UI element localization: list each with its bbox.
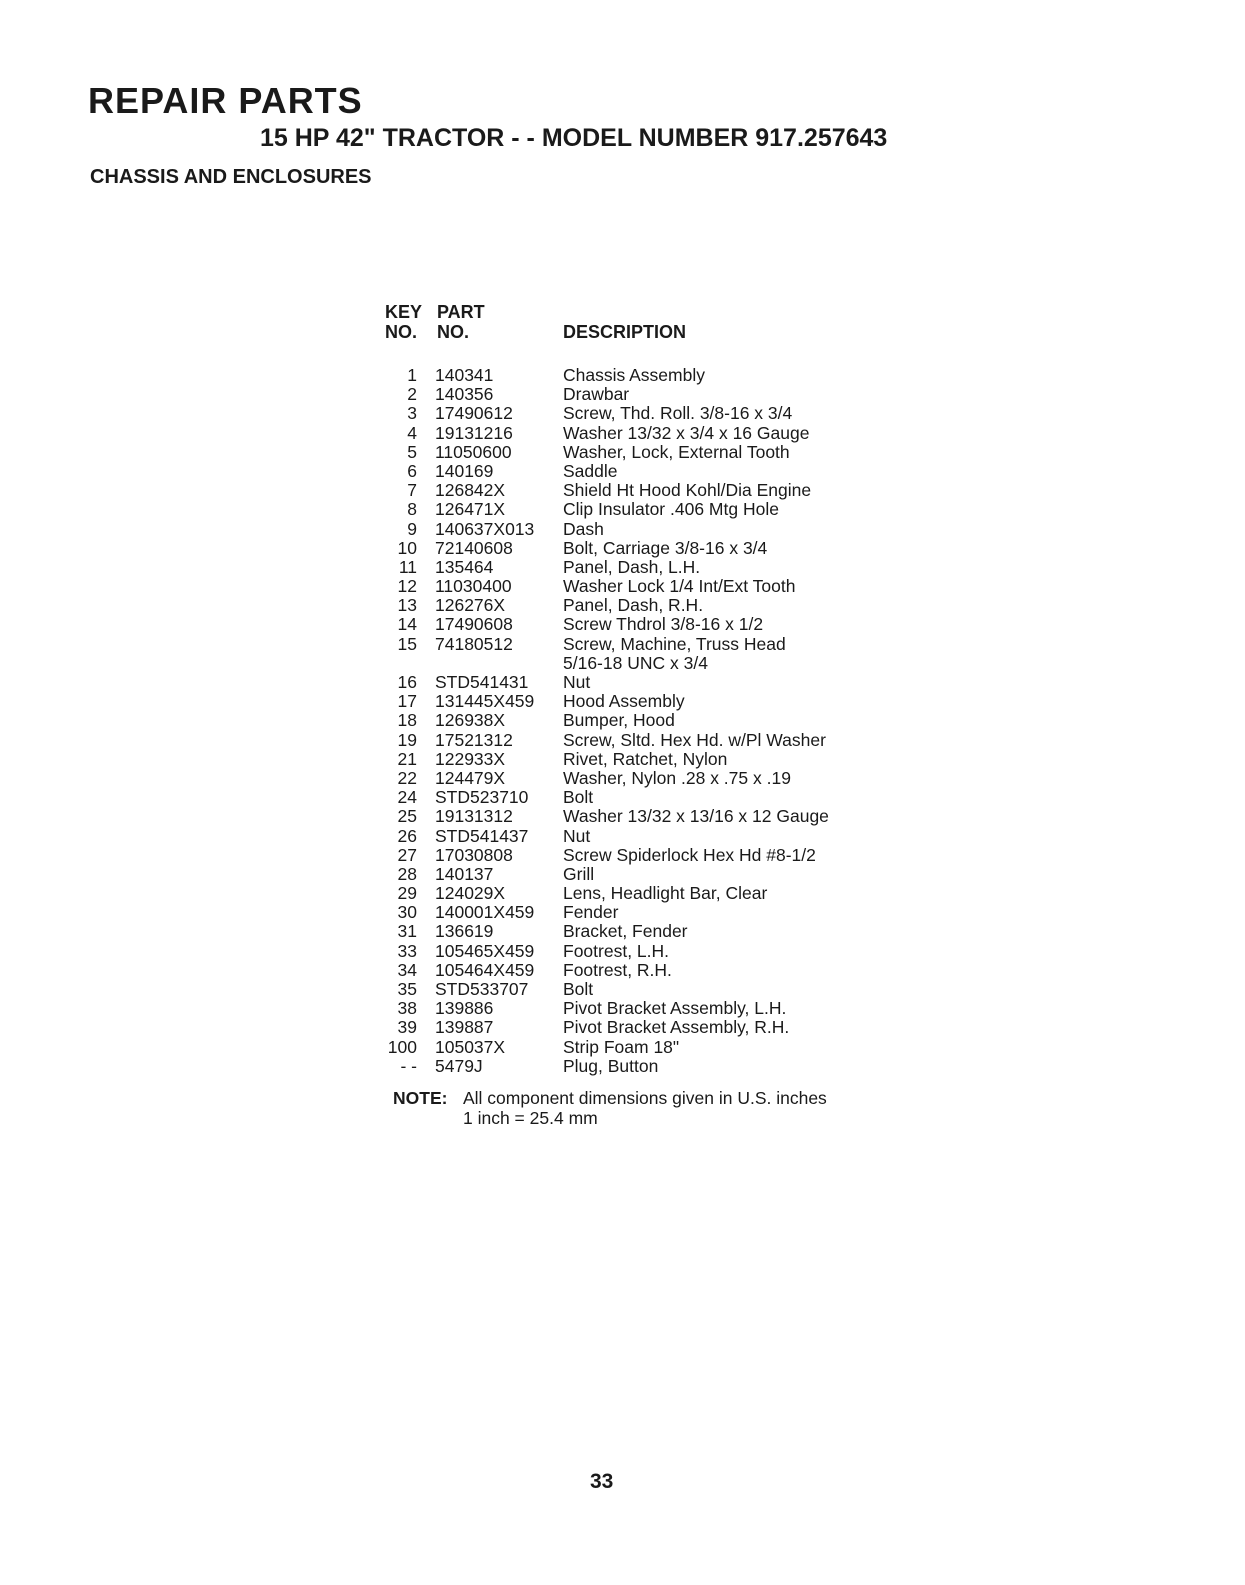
description-line: Saddle (563, 460, 618, 481)
description (563, 903, 618, 922)
part-no: STD523710 (435, 787, 529, 808)
description-line: Shield Ht Hood Kohl/Dia Engine (563, 480, 812, 501)
page-title: REPAIR PARTS (88, 80, 363, 121)
part-no: 124029X (435, 883, 506, 904)
page-number: 33 (590, 1470, 614, 1493)
key-no: 100 (387, 1036, 417, 1057)
description (563, 615, 763, 634)
key-no: 16 (397, 672, 417, 693)
description-line: Bolt, Carriage 3/8-16 x 3/4 (563, 537, 768, 558)
description (563, 769, 791, 788)
description-line: Dash (563, 518, 604, 539)
description (563, 750, 727, 769)
description-line: Footrest, L.H. (563, 940, 670, 961)
key-no: 10 (397, 537, 417, 558)
part-no: STD541431 (435, 672, 529, 693)
key-no: 6 (407, 460, 417, 481)
description (563, 788, 593, 807)
key-no: 27 (397, 844, 417, 865)
description-line: Bolt (563, 787, 594, 808)
description (563, 539, 767, 558)
description-header: DESCRIPTION (563, 322, 687, 342)
description (563, 961, 672, 980)
description-line: Panel, Dash, R.H. (563, 595, 704, 616)
part-no: 105465X459 (435, 940, 535, 961)
description-line: Washer Lock 1/4 Int/Ext Tooth (563, 576, 796, 597)
description-line: Screw, Sltd. Hex Hd. w/Pl Washer (563, 729, 826, 750)
part-no: 140356 (435, 384, 494, 405)
description (563, 827, 590, 846)
key-no: 21 (397, 748, 417, 769)
description (563, 807, 829, 826)
part-no: 131445X459 (435, 691, 535, 712)
description-line: Nut (563, 825, 591, 846)
key-no: 26 (397, 825, 417, 846)
description-line: Screw Thdrol 3/8-16 x 1/2 (563, 614, 764, 635)
part-no: 126842X (435, 480, 506, 501)
part-header-line1: PART (437, 302, 485, 322)
part-no: 139886 (435, 998, 494, 1019)
key-no: 34 (397, 959, 417, 980)
description-line: 5/16-18 UNC x 3/4 (563, 652, 708, 673)
key-no: 30 (397, 902, 417, 923)
part-no: 140637X013 (435, 518, 535, 539)
description-line: Bumper, Hood (563, 710, 675, 731)
key-no: 9 (407, 518, 417, 539)
note (393, 1088, 827, 1128)
description (563, 635, 786, 673)
key-no: 22 (397, 767, 417, 788)
description (563, 462, 618, 481)
description-line: Pivot Bracket Assembly, L.H. (563, 998, 787, 1019)
description (563, 520, 604, 539)
part-no: 139887 (435, 1017, 494, 1038)
description (563, 673, 590, 692)
part-no: 124479X (435, 767, 506, 788)
part-no: 140137 (435, 863, 494, 884)
part-no: 17490612 (435, 403, 513, 424)
part-no: 17521312 (435, 729, 513, 750)
key-no: 38 (397, 998, 417, 1019)
section-title: CHASSIS AND ENCLOSURES (90, 166, 372, 188)
description-line: Washer, Lock, External Tooth (563, 441, 790, 462)
description-line: Pivot Bracket Assembly, R.H. (563, 1017, 790, 1038)
description (563, 731, 826, 750)
description (563, 366, 705, 385)
part-no: 136619 (435, 921, 494, 942)
description-line: Washer 13/32 x 3/4 x 16 Gauge (563, 422, 810, 443)
key-no: 13 (397, 595, 417, 616)
description-line: Chassis Assembly (563, 365, 705, 385)
description (563, 884, 767, 903)
part-no: 126471X (435, 499, 506, 520)
key-no: 24 (397, 787, 417, 808)
description-line: Lens, Headlight Bar, Clear (563, 883, 768, 904)
key-no: 12 (397, 576, 417, 597)
part-no: STD533707 (435, 979, 529, 1000)
key-no: 7 (407, 480, 417, 501)
key-no: 1 (407, 365, 417, 385)
key-no: 17 (397, 691, 417, 712)
description (563, 922, 688, 941)
key-no: 3 (407, 403, 417, 424)
part-header-line2: NO. (437, 322, 470, 342)
description (563, 711, 675, 730)
key-no: 31 (397, 921, 417, 942)
description (563, 942, 669, 961)
description (563, 385, 629, 404)
description-line: Panel, Dash, L.H. (563, 556, 701, 577)
description (563, 1057, 658, 1076)
description (563, 500, 779, 519)
key-no: 15 (397, 633, 417, 654)
description-line: Drawbar (563, 384, 630, 405)
part-no: 11030400 (435, 576, 512, 597)
part-no: 19131216 (435, 422, 513, 443)
description-line: Bracket, Fender (563, 921, 688, 942)
description-line: Washer, Nylon .28 x .75 x .19 (563, 767, 791, 788)
description (563, 577, 795, 596)
key-no: 11 (398, 556, 417, 577)
part-no: 19131312 (435, 806, 513, 827)
description-line: Grill (563, 863, 595, 884)
description (563, 846, 816, 865)
key-no: 39 (397, 1017, 417, 1038)
description-line: Hood Assembly (563, 691, 685, 712)
description (563, 558, 700, 577)
description-line: Washer 13/32 x 13/16 x 12 Gauge (563, 806, 829, 827)
part-no: 140169 (435, 460, 494, 481)
note-line1: All component dimensions given in U.S. inches (463, 1088, 827, 1108)
description-line: Screw, Thd. Roll. 3/8-16 x 3/4 (563, 403, 793, 424)
description-line: Plug, Button (563, 1055, 659, 1076)
part-no: 11050600 (435, 441, 512, 462)
description (563, 865, 594, 884)
key-no: 33 (397, 940, 417, 961)
description-line: Clip Insulator .406 Mtg Hole (563, 499, 779, 520)
description (563, 404, 792, 423)
part-no: 72140608 (435, 537, 513, 558)
part-no: 126938X (435, 710, 506, 731)
key-no: 29 (397, 883, 417, 904)
model-subtitle: 15 HP 42" TRACTOR - - MODEL NUMBER 917.257643 (260, 124, 888, 152)
description-line: Nut (563, 672, 591, 693)
description (563, 980, 593, 999)
part-no: 5479J (435, 1055, 483, 1076)
key-no: 8 (407, 499, 417, 520)
key-no: 18 (397, 710, 417, 731)
description-line: Strip Foam 18" (563, 1036, 680, 1057)
part-no: STD541437 (435, 825, 529, 846)
description-line: Screw, Machine, Truss Head (563, 633, 786, 654)
description-line: Bolt (563, 979, 594, 1000)
part-no: 105037X (435, 1036, 506, 1057)
key-no: 25 (397, 806, 417, 827)
description (563, 999, 786, 1018)
part-no: 126276X (435, 595, 506, 616)
part-no: 135464 (435, 556, 494, 577)
key-header-line1: KEY (385, 302, 423, 322)
description-line: Fender (563, 902, 619, 923)
key-no: - - (400, 1055, 417, 1076)
description-line: Screw Spiderlock Hex Hd #8-1/2 (563, 844, 816, 865)
part-no: 17490608 (435, 614, 513, 635)
key-no: 5 (407, 441, 417, 462)
part-no: 74180512 (435, 633, 513, 654)
part-no: 17030808 (435, 844, 513, 865)
description (563, 1018, 789, 1037)
note-line2: 1 inch = 25.4 mm (463, 1108, 598, 1128)
description (563, 481, 811, 500)
part-no: 105464X459 (435, 959, 535, 980)
key-no: 4 (407, 422, 417, 443)
description (563, 692, 685, 711)
description (563, 443, 790, 462)
note-label: NOTE: (393, 1088, 448, 1108)
description (563, 596, 703, 615)
part-no: 140001X459 (435, 902, 535, 923)
key-no: 35 (397, 979, 417, 1000)
description (563, 424, 809, 443)
description-line: Footrest, R.H. (563, 959, 672, 980)
key-no: 28 (397, 863, 417, 884)
key-no: 2 (407, 384, 417, 405)
description (563, 1038, 679, 1057)
description-line: Rivet, Ratchet, Nylon (563, 748, 728, 769)
key-no: 19 (397, 729, 417, 750)
key-no: 14 (397, 614, 417, 635)
key-header-line2: NO. (385, 322, 418, 342)
part-no: 122933X (435, 748, 506, 769)
part-no: 140341 (435, 365, 494, 385)
